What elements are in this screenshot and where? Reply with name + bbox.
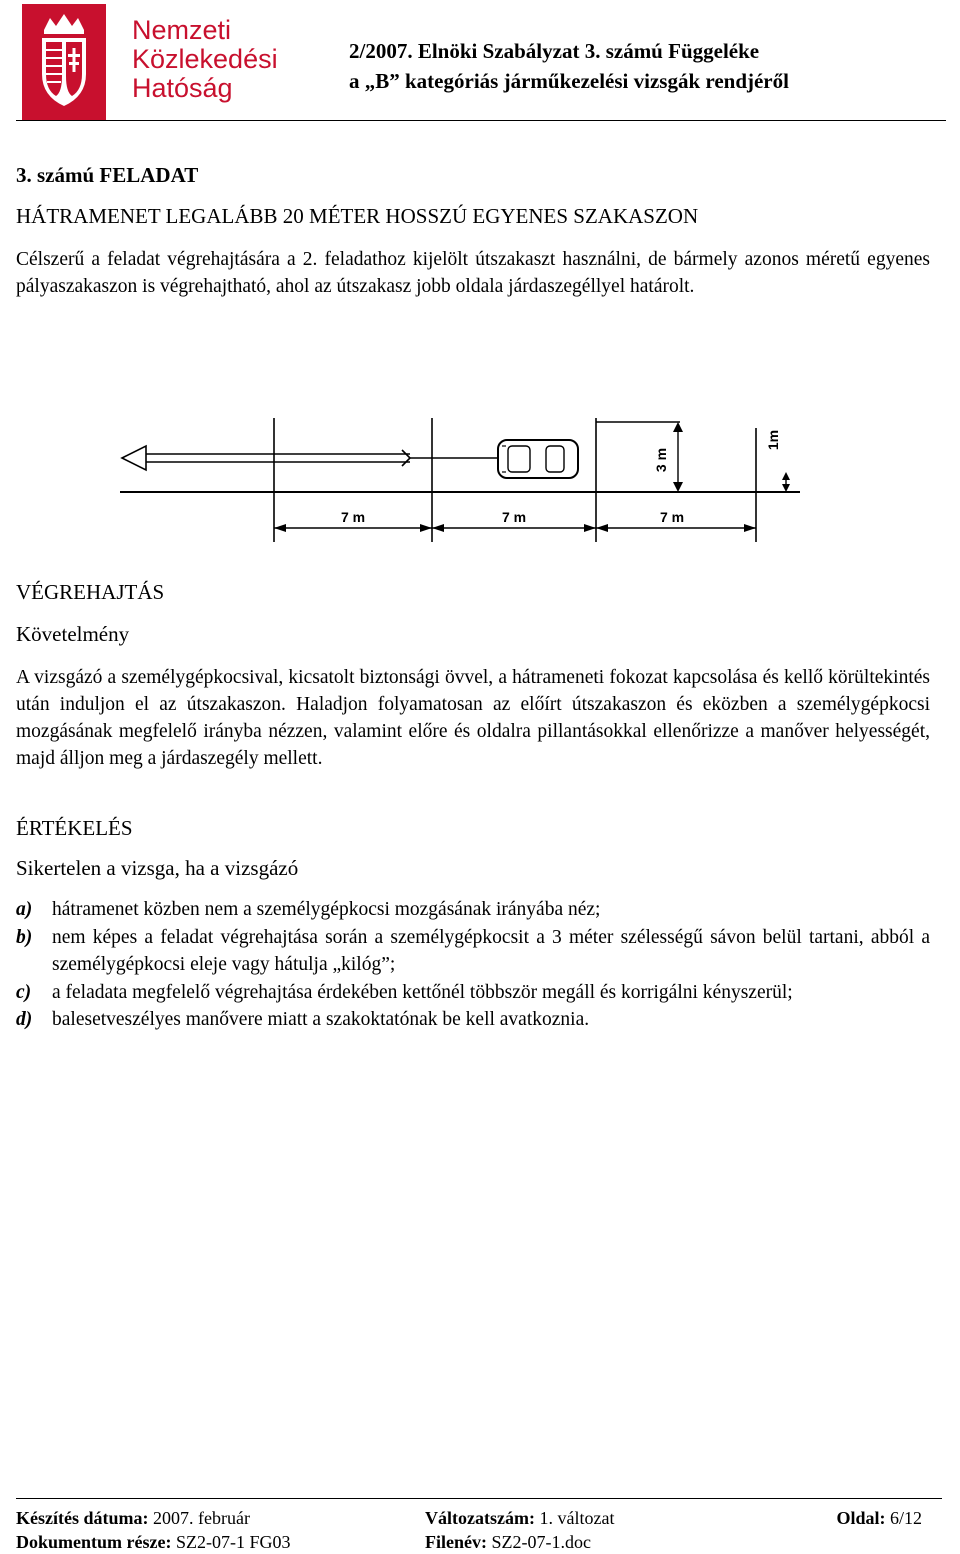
- execution-subheading: Követelmény: [16, 622, 130, 646]
- logo-line: Közlekedési: [132, 44, 278, 74]
- footer-doc-value: SZ2-07-1 FG03: [175, 1532, 291, 1552]
- header-title-line1: 2/2007. Elnöki Szabályzat 3. számú Függeléke: [349, 39, 760, 63]
- page-header: [0, 0, 960, 128]
- footer-file-key: Filenév:: [425, 1532, 487, 1552]
- footer-version-key: Változatszám:: [425, 1508, 535, 1528]
- footer-right: [836, 1506, 922, 1530]
- evaluation-subheading: Sikertelen a vizsga, ha a vizsgázó: [16, 856, 299, 880]
- reversing-diagram: [110, 410, 810, 550]
- list-item-text: balesetveszélyes manővere miatt a szakoktatónak be kell avatkoznia.: [52, 1009, 590, 1030]
- arrow-head: [122, 446, 146, 470]
- list-item-label: a): [16, 899, 33, 920]
- coat-of-arms-logo: [22, 4, 106, 120]
- list-item-label: b): [16, 926, 33, 948]
- footer-version-value: 1. változat: [539, 1508, 615, 1528]
- footer-rule: [16, 1498, 942, 1499]
- logo-line: Hatóság: [132, 73, 233, 103]
- list-item: [16, 924, 930, 979]
- car-icon: [498, 440, 578, 478]
- header-rule: [16, 120, 946, 121]
- segment-label: 7 m: [501, 509, 527, 525]
- arrow-chevron: [402, 450, 410, 466]
- task-intro: Célszerű a feladat végrehajtására a 2. feladathoz kijelölt útszakaszt használni, de bármely azonos méretű egyenes pályaszakaszon is végrehajtható, ahol az útszakasz jobb oldala járdaszegéllyel határolt.: [16, 249, 930, 297]
- list-item-text: hátramenet közben nem a személygépkocsi mozgásának irányába néz;: [52, 899, 601, 920]
- list-item: [16, 1006, 930, 1034]
- segment-label: 7 m: [659, 509, 685, 525]
- segment-label: 7 m: [340, 509, 366, 525]
- evaluation-heading: ÉRTÉKELÉS: [16, 816, 133, 840]
- list-item: [16, 896, 930, 924]
- list-item-text: a feladata megfelelő végrehajtása érdekében kettőnél többször megáll és korrigálni kényszerül;: [52, 981, 793, 1003]
- logo-wordmark: [132, 16, 322, 103]
- footer-doc-key: Dokumentum része:: [16, 1532, 172, 1552]
- footer-date-key: Készítés dátuma:: [16, 1508, 149, 1528]
- execution-heading: VÉGREHAJTÁS: [16, 580, 165, 604]
- execution-text: A vizsgázó a személygépkocsival, kicsatolt biztonsági övvel, a hátrameneti fokozat kapcsolása és kellő körültekintés után induljon el az útszakaszon. Haladjon folyamatosan az előírt útszakaszon és eközben a személygépkocsi mozgásának megfelelő irányba nézzen, valamint előre és oldalra pillantásokkal ellenőrizze a manőver helyességét, majd álljon meg a járdaszegély mellett.: [16, 667, 930, 769]
- footer-middle: [425, 1506, 614, 1554]
- footer-date-value: 2007. február: [152, 1508, 250, 1528]
- list-item-text: nem képes a feladat végrehajtása során a személygépkocsit a 3 méter szélességű sávon belül tartani, abból a személygépkocsi eleje vagy hátulja „kilóg”;: [52, 926, 930, 975]
- width-label: 3 m: [653, 447, 669, 473]
- list-item: [16, 979, 930, 1007]
- gap-label: 1m: [765, 429, 781, 451]
- failure-criteria-list: [16, 896, 930, 1034]
- footer-file-value: SZ2-07-1.doc: [491, 1532, 591, 1552]
- document-header-title: [349, 36, 789, 96]
- footer-left: [16, 1506, 291, 1554]
- footer-page-key: Oldal:: [836, 1508, 886, 1528]
- list-item-label: d): [16, 1009, 33, 1030]
- logo-line: Nemzeti: [132, 15, 232, 45]
- footer-page-value: 6/12: [889, 1508, 922, 1528]
- list-item-label: c): [16, 981, 32, 1003]
- header-title-line2: a „B” kategóriás járműkezelési vizsgák rendjéről: [349, 69, 789, 93]
- task-title: HÁTRAMENET LEGALÁBB 20 MÉTER HOSSZÚ EGYENES SZAKASZON: [16, 204, 699, 228]
- task-number: 3. számú FELADAT: [16, 163, 199, 187]
